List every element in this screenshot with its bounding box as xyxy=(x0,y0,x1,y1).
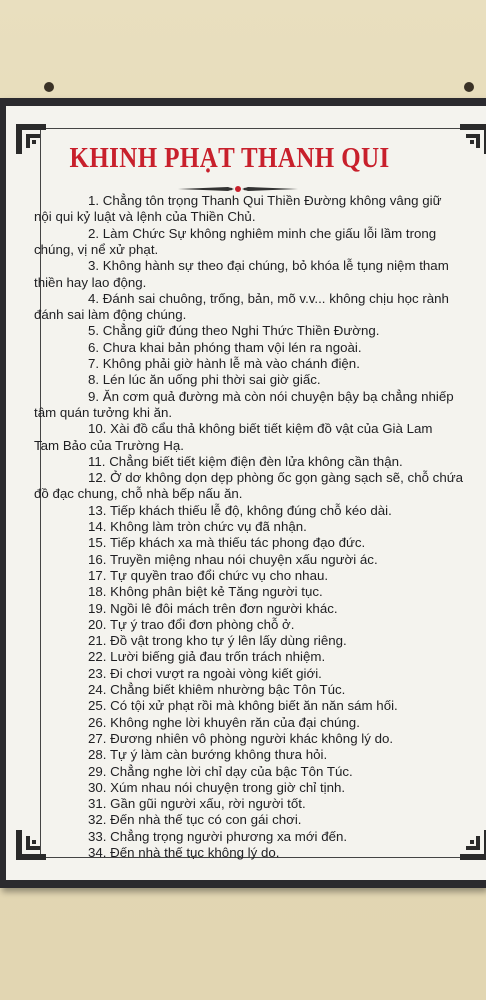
rule-line: 9. Ăn cơm quả đường mà còn nói chuyện bậy bạ chẳng nhiếp xyxy=(88,388,454,404)
rule-line: 19. Ngồi lê đôi mách trên đơn người khác. xyxy=(88,600,338,616)
rule-line: 21. Đồ vật trong kho tự ý lên lấy dùng riêng. xyxy=(88,633,347,649)
rule-line: 15. Tiếp khách xa mà thiếu tác phong đạo đức. xyxy=(88,535,366,551)
rule-line: 13. Tiếp khách thiếu lễ độ, không đúng chỗ kéo dài. xyxy=(88,502,392,518)
rule-line: 10. Xài đồ cẩu thả không biết tiết kiệm đồ vật của Già Lam xyxy=(88,421,433,437)
rule-line: 22. Lười biếng giả đau trốn trách nhiệm. xyxy=(88,649,326,665)
sign-title: KHINH PHẠT THANH QUI xyxy=(69,142,390,174)
rule-line: 2. Làm Chức Sự không nghiêm minh che giấu lỗi lầm trong xyxy=(88,225,437,241)
corner-ornament-icon xyxy=(14,828,48,862)
rule-line: 17. Tự quyền trao đổi chức vụ cho nhau. xyxy=(88,567,329,583)
rule-line: 14. Không làm tròn chức vụ đã nhận. xyxy=(88,519,307,534)
rule-line: chúng, vị nể xử phạt. xyxy=(34,241,159,257)
corner-ornament-icon xyxy=(458,828,486,862)
rule-line: 23. Đi chơi vượt ra ngoài vòng kiết giới. xyxy=(88,665,322,681)
rule-line: 7. Không phải giờ hành lễ mà vào chánh điện. xyxy=(88,356,360,371)
rule-line: nội qui kỷ luật và lệnh của Thiền Chủ. xyxy=(34,209,256,225)
rule-line: 28. Tự ý làm càn bướng không thưa hỏi. xyxy=(88,747,328,763)
rule-line: đánh sai làm động chúng. xyxy=(34,307,187,323)
rule-line: 11. Chẳng biết tiết kiệm điện đèn lửa không cần thận. xyxy=(88,453,403,469)
rule-line: 29. Chẳng nghe lời chỉ dạy của bậc Tôn Túc. xyxy=(88,763,353,779)
rule-line: 31. Gần gũi người xấu, rời người tốt. xyxy=(88,796,306,812)
rule-line: 5. Chẳng giữ đúng theo Nghi Thức Thiền Đường. xyxy=(88,323,380,339)
rule-line: 32. Đến nhà thế tục có con gái chơi. xyxy=(88,812,302,828)
rule-line: tâm quán tưởng khi ăn. xyxy=(34,404,173,420)
rule-line: 1. Chẳng tôn trọng Thanh Qui Thiền Đường không vâng giữ xyxy=(88,193,442,208)
rule-line: 4. Đánh sai chuông, trống, bản, mõ v.v... không chịu học rành xyxy=(88,290,449,306)
rule-line: 18. Không phân biệt kẻ Tăng người tục. xyxy=(88,584,323,600)
sign-board xyxy=(6,106,486,880)
rule-line: 27. Đương nhiên vô phòng người khác không lý do. xyxy=(88,730,394,746)
wall-nail-right xyxy=(464,82,474,92)
rule-line: 12. Ở dơ không dọn dẹp phòng ốc gọn gàng sạch sẽ, chỗ chứa xyxy=(88,470,464,486)
rule-line: 26. Không nghe lời khuyên răn của đại chúng. xyxy=(88,714,360,730)
rule-line: 8. Lén lúc ăn uống phi thời sai giờ giấc. xyxy=(88,372,321,388)
rule-line: 30. Xúm nhau nói chuyện trong giờ chỉ tịnh. xyxy=(88,779,346,795)
rule-line: Tam Bảo của Trường Hạ. xyxy=(34,437,184,453)
rule-line: thiền hay lao động. xyxy=(34,274,147,290)
rule-line: 6. Chưa khai bản phóng tham vội lén ra ngoài. xyxy=(88,339,362,355)
rule-line: 3. Không hành sự theo đại chúng, bỏ khóa lễ tụng niệm tham xyxy=(88,258,449,274)
rule-line: 34. Đến nhà thế tục không lý do. xyxy=(88,845,280,860)
corner-ornament-icon xyxy=(458,122,486,156)
rule-line: 33. Chẳng trọng người phương xa mới đến. xyxy=(88,828,348,844)
rule-line: 20. Tự ý trao đổi đơn phòng chỗ ở. xyxy=(88,616,295,632)
rule-line: 24. Chẳng biết khiêm nhường bậc Tôn Túc. xyxy=(88,682,346,697)
wall-nail-left xyxy=(44,82,54,92)
rule-line: đồ đạc chung, chỗ nhà bếp nấu ăn. xyxy=(34,486,243,502)
rule-line: 16. Truyền miệng nhau nói chuyện xấu người ác. xyxy=(88,551,378,567)
sign-frame xyxy=(0,98,486,888)
rule-line: 25. Có tội xử phạt rồi mà không biết ăn năn sám hối. xyxy=(88,698,398,714)
